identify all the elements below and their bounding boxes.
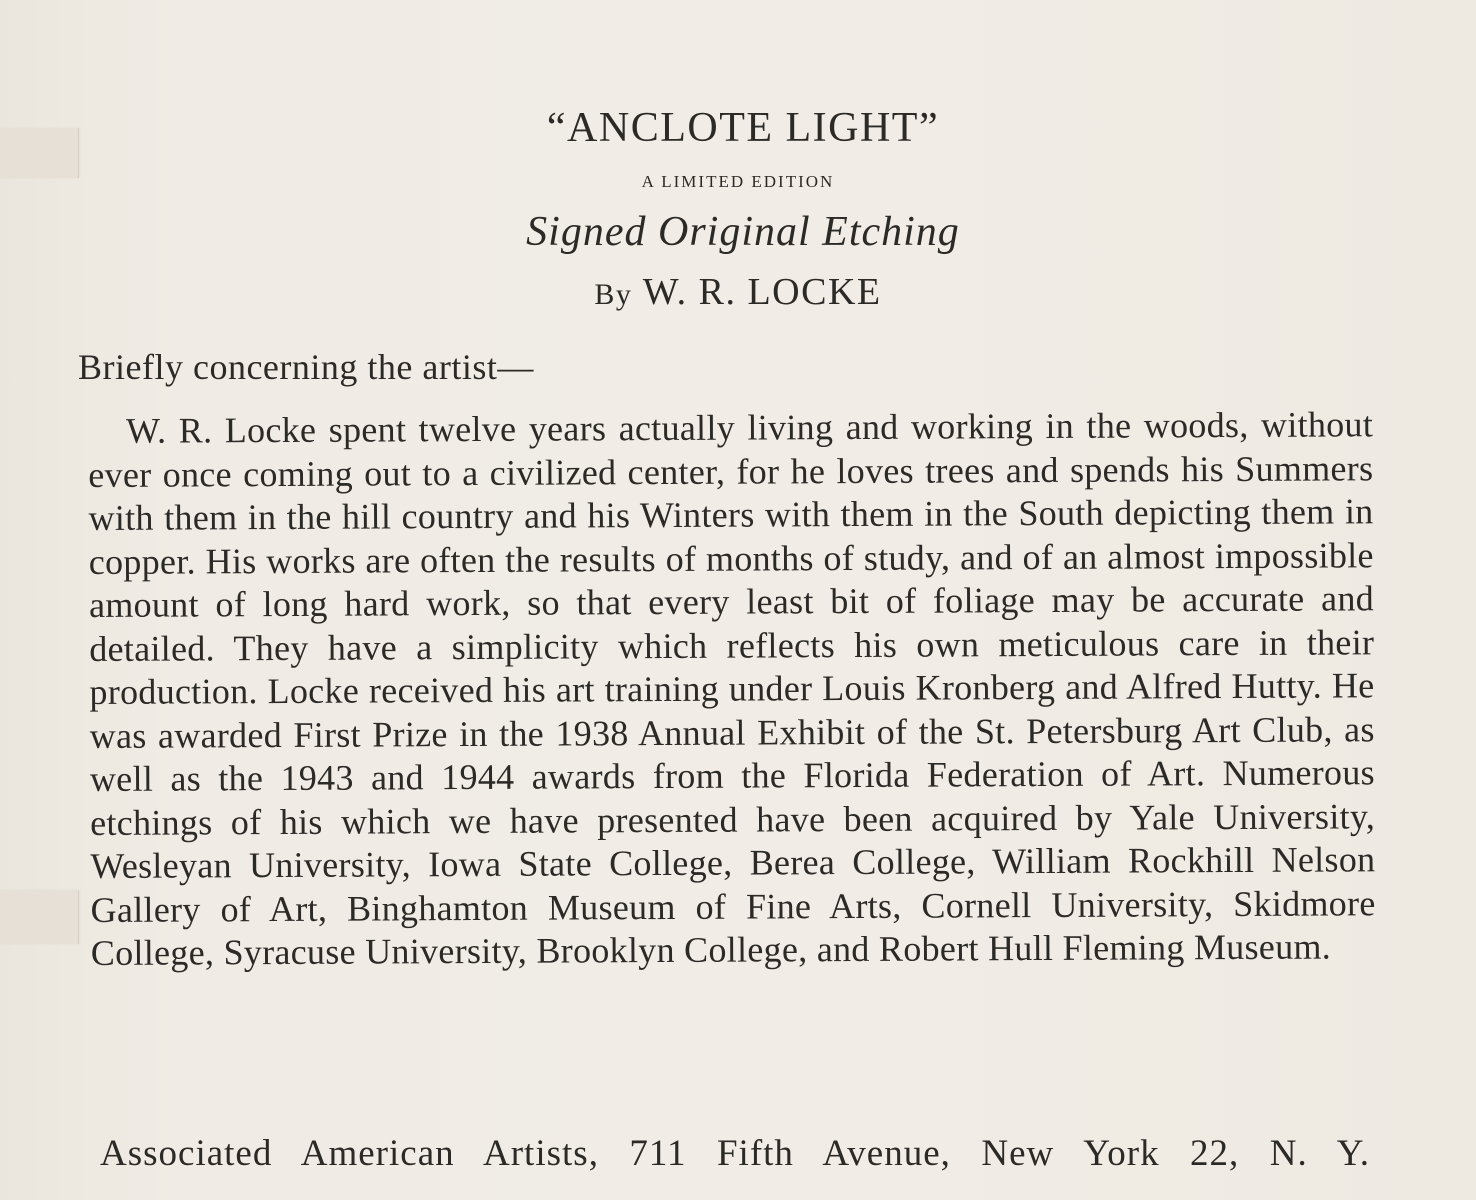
byline-prefix: By: [594, 278, 633, 311]
tape-strip: [0, 890, 79, 944]
byline-name: W. R. LOCKE: [642, 271, 882, 313]
edition-note: A LIMITED EDITION: [641, 172, 835, 191]
publisher-address: Associated American Artists, 711 Fifth Avenue, New York 22, N. Y.: [100, 1133, 1370, 1174]
tagline: Signed Original Etching: [526, 209, 960, 255]
byline: [0, 270, 1476, 314]
document-title: “ANCLOTE LIGHT”: [546, 105, 940, 151]
body-paragraph: W. R. Locke spent twelve years actually living and working in the woods, without ever once coming out to a civilized center, for he loves trees and spends his Summers with them in the hill country and his Winters with them in the South depicting them in copper. His works are often the results of months of study, and of an almost impossible amount of long hard work, so that every least bit of foliage may be accurate and detailed. They have a simplicity which reflects his own meticulous care in their production. Locke received his art training under Louis Kronberg and Alfred Hutty. He was awarded First Prize in the 1938 Annual Exhibit of the St. Petersburg Art Club, as well as the 1943 and 1944 awards from the Florida Federation of Art. Numerous etchings of his which we have presented have been acquired by Yale University, Wesleyan University, Iowa State College, Berea College, William Rockhill Nelson Gallery of Art, Binghamton Museum of Fine Arts, Cornell University, Skidmore College, Syracuse University, Brooklyn College, and Robert Hull Fleming Museum.: [88, 404, 1376, 973]
lead-line: Briefly concerning the artist—: [78, 347, 534, 387]
